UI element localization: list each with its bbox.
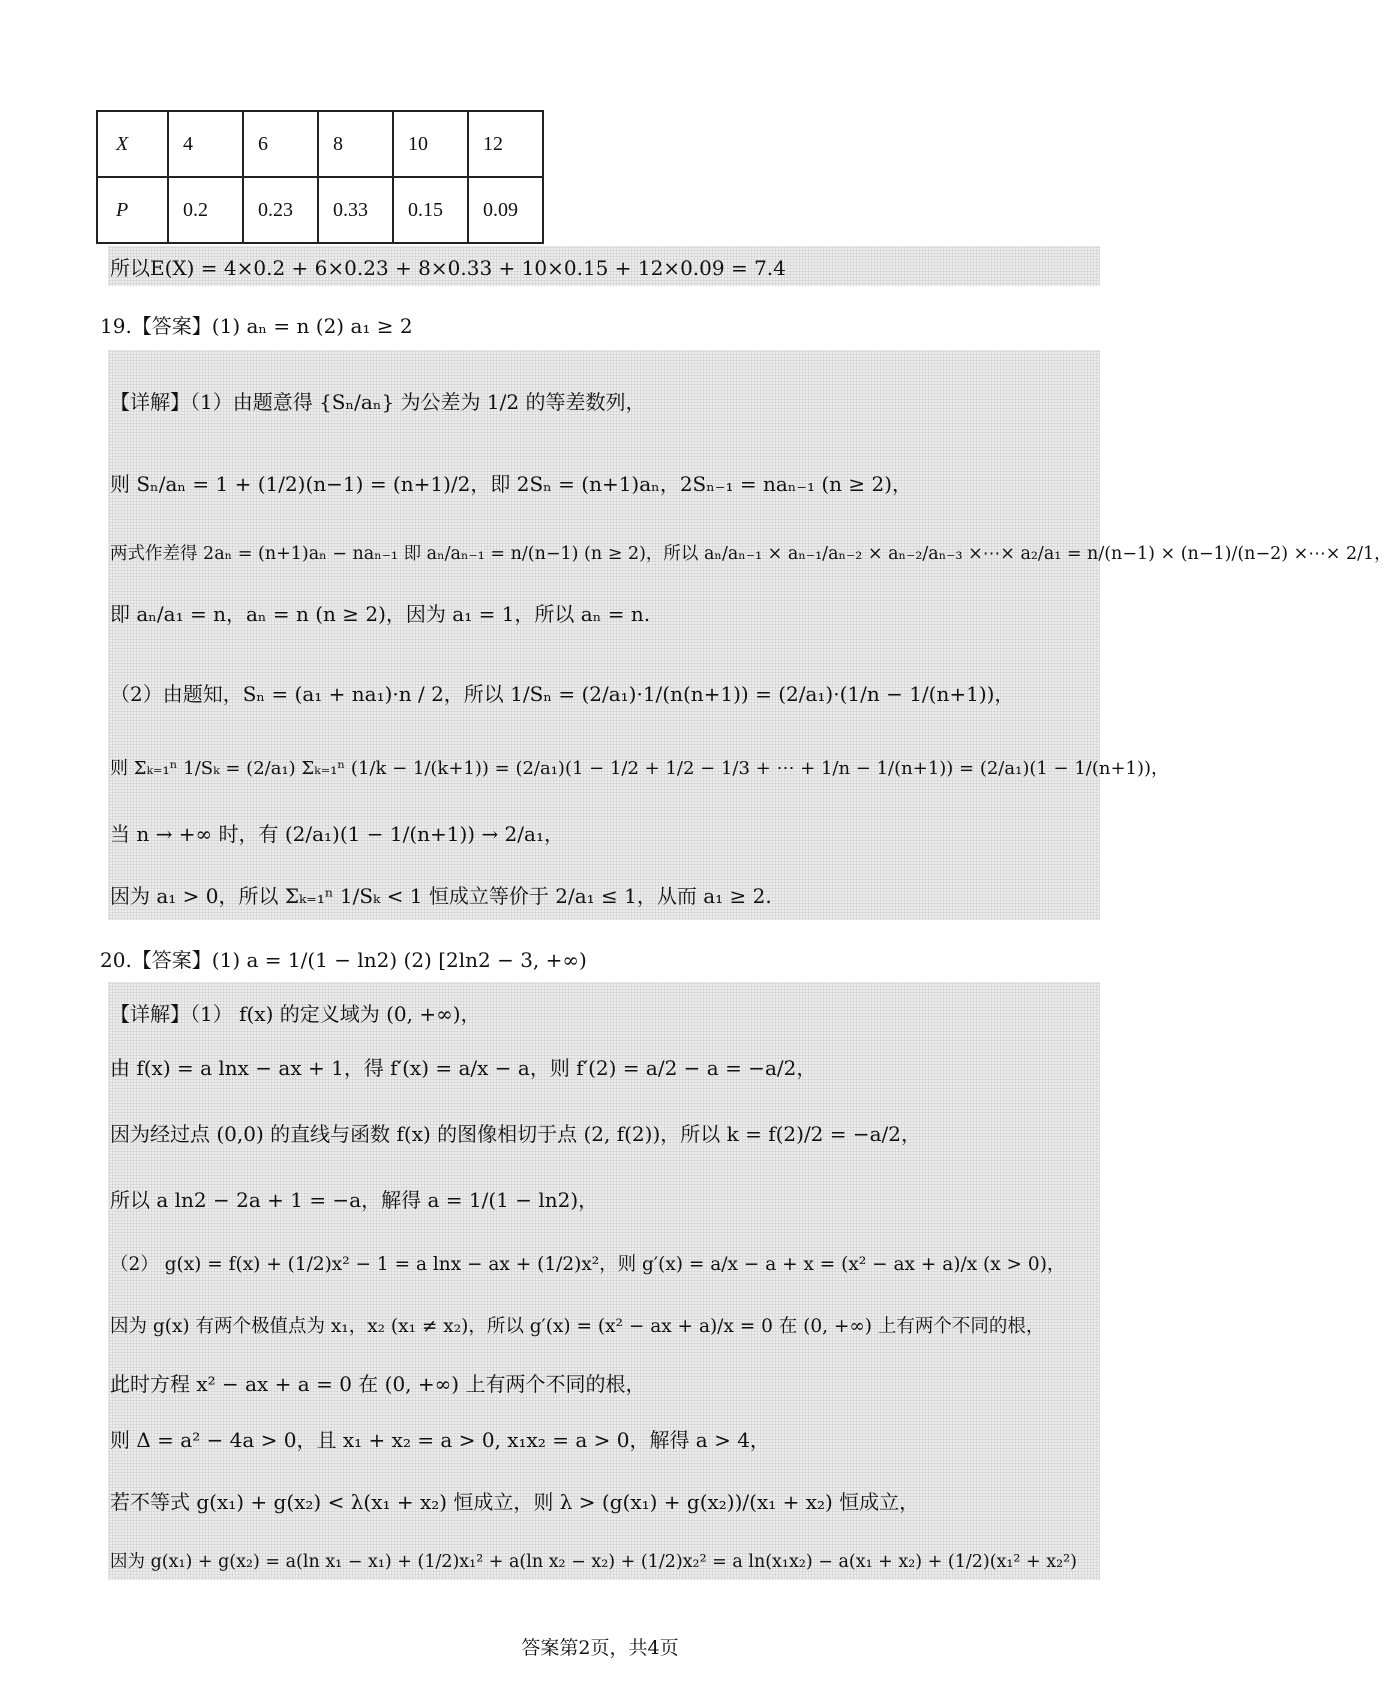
q19-detail-line: 两式作差得 2aₙ = (n+1)aₙ − naₙ₋₁ 即 aₙ/aₙ₋₁ = n/(n−1) (n ≥ 2)，所以 aₙ/aₙ₋₁ × aₙ₋₁/aₙ₋₂ × aₙ₋₂/aₙ₋₃ ×⋯× a₂/a₁ = n/(n−1) × (n−1)/(n−2) ×⋯× 2/1， bbox=[110, 544, 1392, 564]
q19-detail-line: 则 Sₙ/aₙ = 1 + (1/2)(n−1) = (n+1)/2，即 2Sₙ = (n+1)aₙ，2Sₙ₋₁ = naₙ₋₁ (n ≥ 2)， bbox=[110, 472, 913, 496]
page-footer: 答案第2页，共4页 bbox=[521, 1637, 679, 1659]
table-cell: 0.2 bbox=[168, 177, 243, 243]
table-cell: 10 bbox=[393, 111, 468, 177]
table-cell: 8 bbox=[318, 111, 393, 177]
q20-detail-line: 因为 g(x) 有两个极值点为 x₁，x₂ (x₁ ≠ x₂)，所以 g′(x) = (x² − ax + a)/x = 0 在 (0, +∞) 上有两个不同的根， bbox=[110, 1316, 1045, 1337]
table-row bbox=[97, 177, 543, 243]
q19-detail-line: 则 Σₖ₌₁ⁿ 1/Sₖ = (2/a₁) Σₖ₌₁ⁿ (1/k − 1/(k+1)) = (2/a₁)(1 − 1/2 + 1/2 − 1/3 + ⋯ + 1/n − 1/(n+1)) = (2/a₁)(1 − 1/(n+1))， bbox=[110, 758, 1170, 779]
q20-detail-line: 此时方程 x² − ax + a = 0 在 (0, +∞) 上有两个不同的根， bbox=[110, 1372, 646, 1396]
table-header-p: P bbox=[97, 177, 168, 243]
q20-detail-line: 则 Δ = a² − 4a > 0，且 x₁ + x₂ = a > 0, x₁x₂ = a > 0，解得 a > 4， bbox=[110, 1428, 770, 1452]
q20-detail-line: （2） g(x) = f(x) + (1/2)x² − 1 = a lnx − ax + (1/2)x²，则 g′(x) = a/x − a + x = (x² − ax + a)/x (x > 0)， bbox=[110, 1254, 1066, 1275]
q20-answer: 20.【答案】(1) a = 1/(1 − ln2) (2) [2ln2 − 3, +∞) bbox=[100, 948, 587, 972]
table-cell: 0.23 bbox=[243, 177, 318, 243]
q20-detail-line: 由 f(x) = a lnx − ax + 1，得 f′(x) = a/x − a，则 f′(2) = a/2 − a = −a/2， bbox=[110, 1056, 817, 1080]
q19-detail-line: 因为 a₁ > 0，所以 Σₖ₌₁ⁿ 1/Sₖ < 1 恒成立等价于 2/a₁ ≤ 1，从而 a₁ ≥ 2. bbox=[110, 884, 772, 908]
q19-detail-line: 即 aₙ/a₁ = n，aₙ = n (n ≥ 2)，因为 a₁ = 1，所以 aₙ = n. bbox=[110, 602, 651, 626]
q20-detail-line: 所以 a ln2 − 2a + 1 = −a，解得 a = 1/(1 − ln2)， bbox=[110, 1188, 599, 1212]
table-cell: 6 bbox=[243, 111, 318, 177]
q19-answer: 19.【答案】(1) aₙ = n (2) a₁ ≥ 2 bbox=[100, 314, 413, 338]
table-cell: 4 bbox=[168, 111, 243, 177]
table-header-x: X bbox=[97, 111, 168, 177]
table-cell: 12 bbox=[468, 111, 543, 177]
table-row bbox=[97, 111, 543, 177]
table-cell: 0.15 bbox=[393, 177, 468, 243]
distribution-table bbox=[96, 110, 544, 244]
expectation-line: 所以E(X) = 4×0.2 + 6×0.23 + 8×0.33 + 10×0.15 + 12×0.09 = 7.4 bbox=[110, 256, 786, 280]
q20-detail-line: 因为经过点 (0,0) 的直线与函数 f(x) 的图像相切于点 (2, f(2))，所以 k = f(2)/2 = −a/2， bbox=[110, 1122, 922, 1146]
q19-detail-line: 【详解】（1）由题意得 {Sₙ/aₙ} 为公差为 1/2 的等差数列， bbox=[110, 390, 646, 414]
table-cell: 0.09 bbox=[468, 177, 543, 243]
table-cell: 0.33 bbox=[318, 177, 393, 243]
q19-detail-line: （2）由题知，Sₙ = (a₁ + na₁)·n / 2，所以 1/Sₙ = (2/a₁)·1/(n(n+1)) = (2/a₁)·(1/n − 1/(n+1))， bbox=[110, 682, 1015, 706]
q20-detail-line: 【详解】（1） f(x) 的定义域为 (0, +∞)， bbox=[110, 1002, 481, 1026]
q20-detail-line: 若不等式 g(x₁) + g(x₂) < λ(x₁ + x₂) 恒成立，则 λ > (g(x₁) + g(x₂))/(x₁ + x₂) 恒成立， bbox=[110, 1490, 920, 1514]
q20-detail-line: 因为 g(x₁) + g(x₂) = a(ln x₁ − x₁) + (1/2)x₁² + a(ln x₂ − x₂) + (1/2)x₂² = a ln(x₁x₂) − a(x₁ + x₂) + (1/2)(x₁² + x₂²) bbox=[110, 1552, 1077, 1572]
q19-detail-line: 当 n → +∞ 时，有 (2/a₁)(1 − 1/(n+1)) → 2/a₁， bbox=[110, 822, 564, 846]
